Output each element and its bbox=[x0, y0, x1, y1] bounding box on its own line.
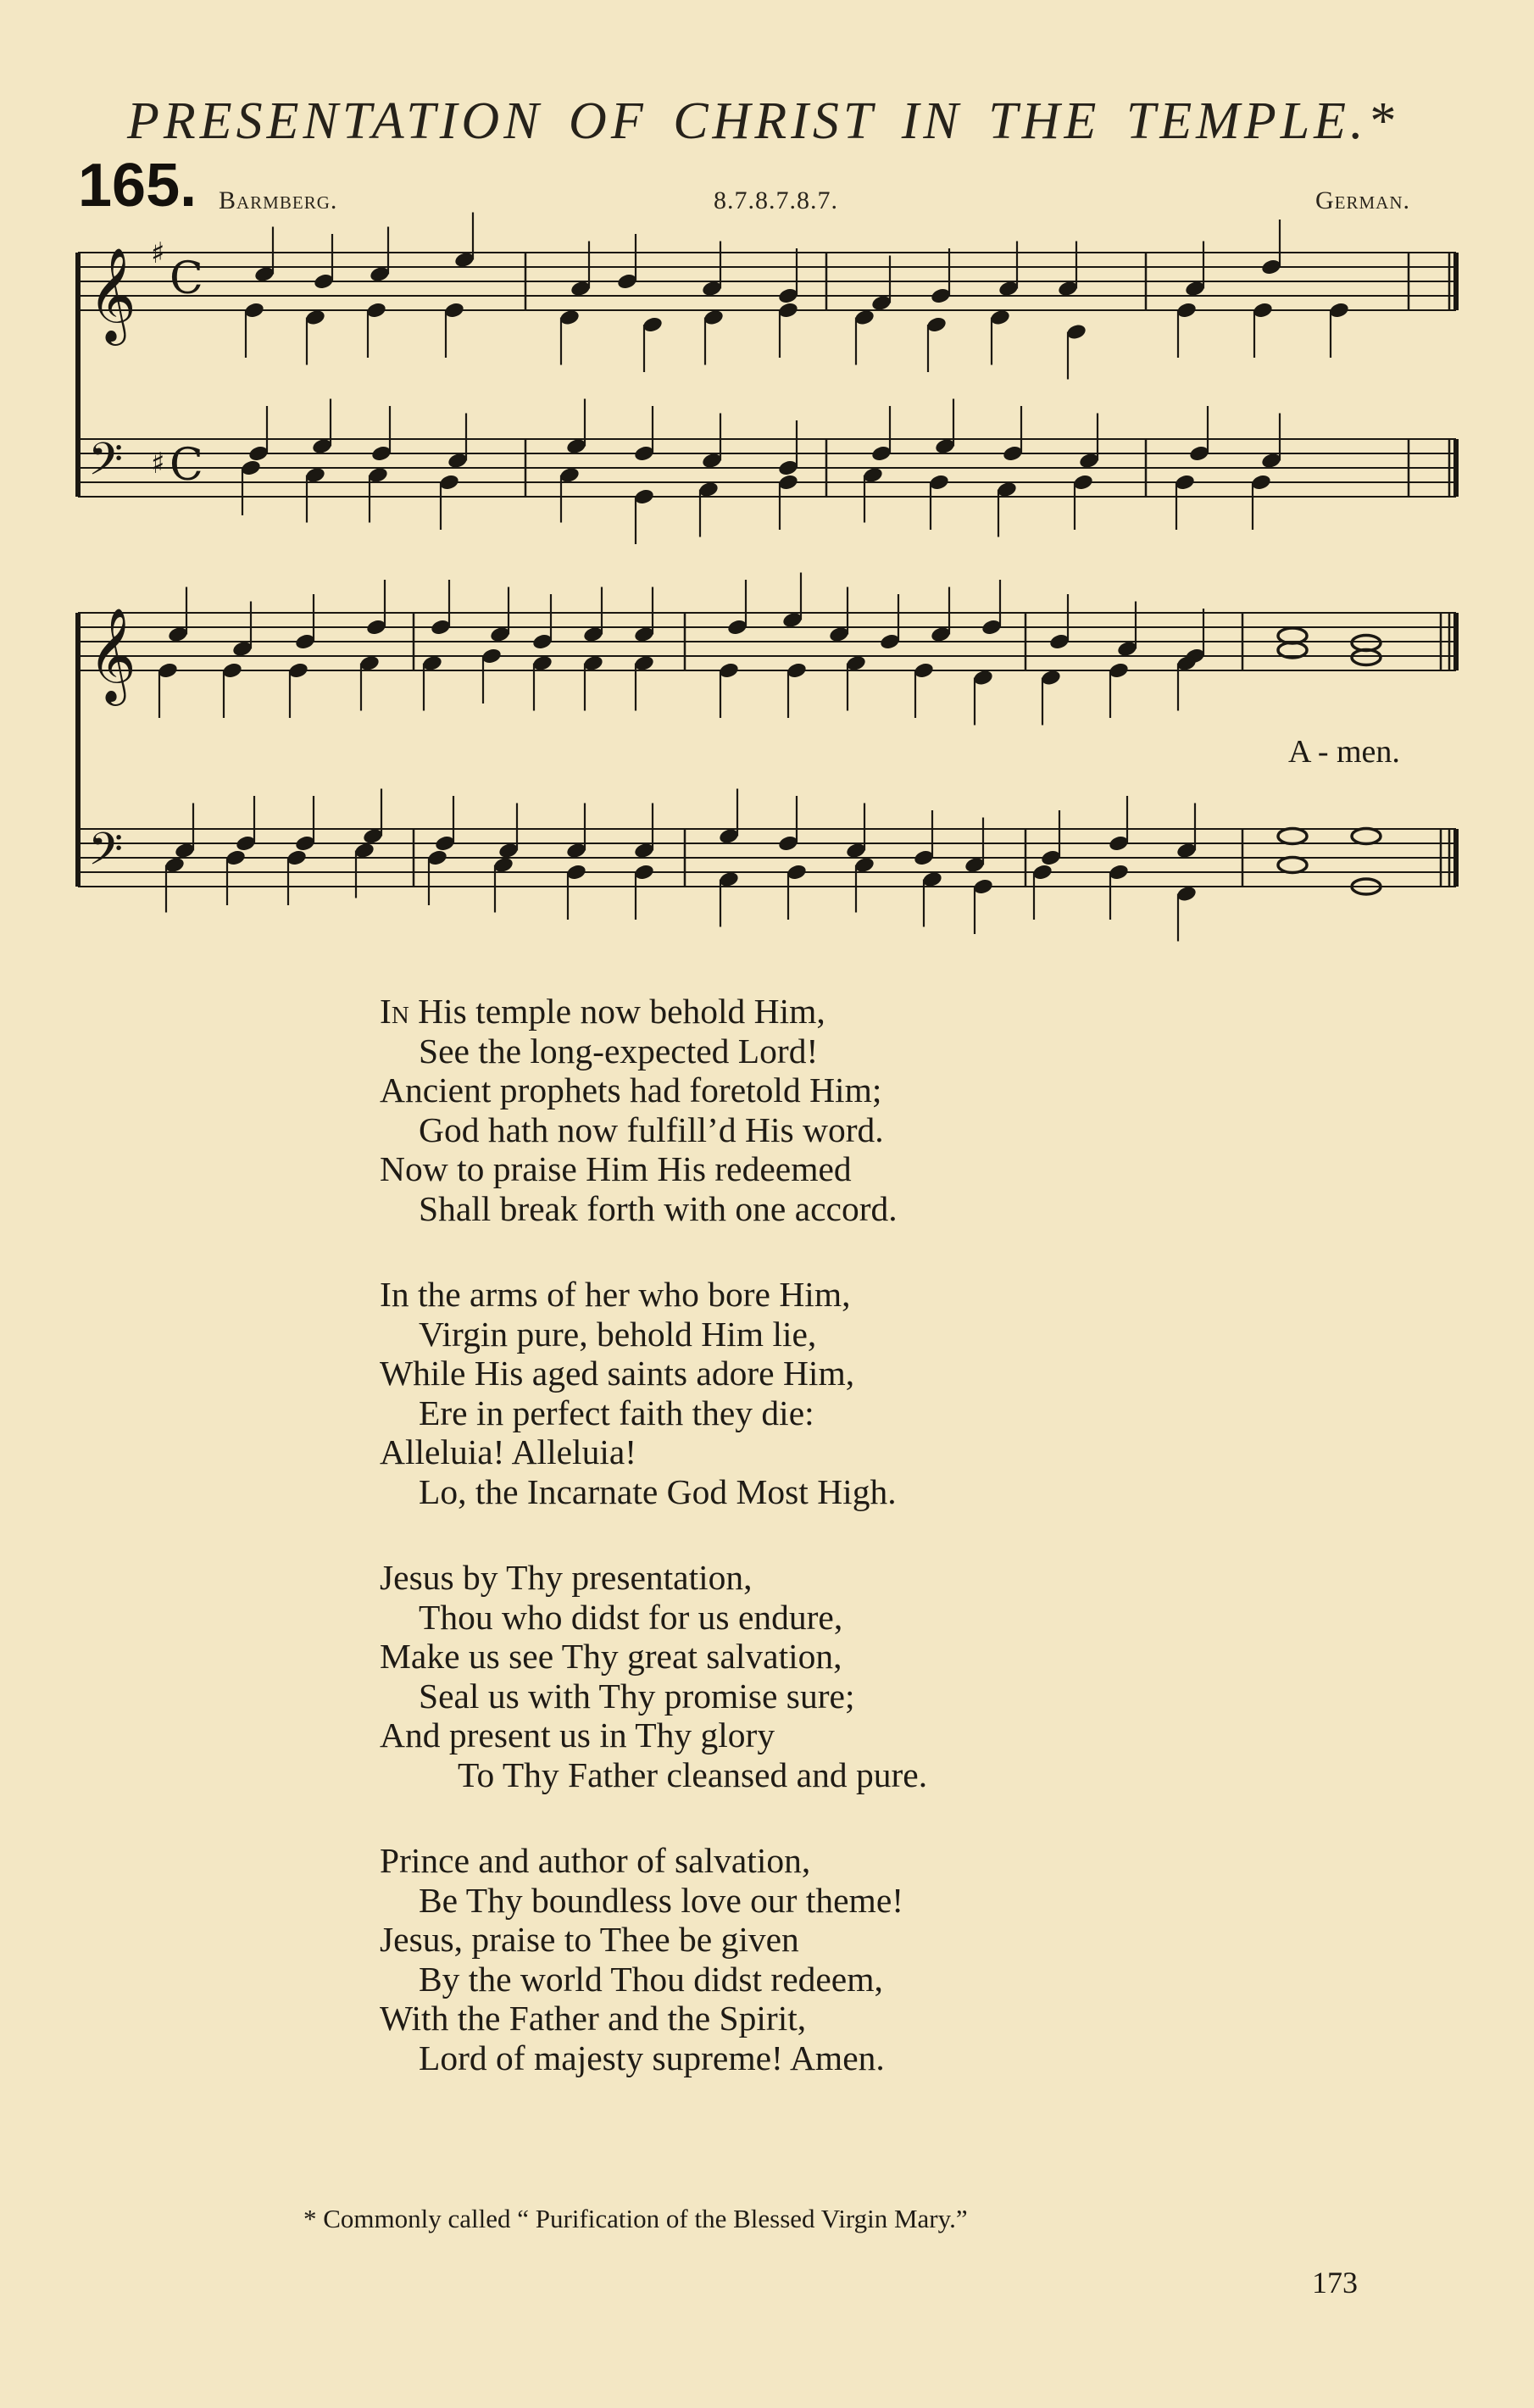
stanza-2 bbox=[380, 1275, 1312, 1511]
verse-line: Be Thy boundless love our theme! bbox=[419, 1880, 904, 1920]
bass-clef-icon: 𝄢 bbox=[88, 824, 124, 887]
bass-clef-icon: 𝄢 bbox=[88, 434, 124, 497]
tune-origin: German. bbox=[1315, 186, 1411, 214]
verse-line: Now to praise Him His redeemed bbox=[380, 1149, 852, 1188]
common-time-icon: C bbox=[170, 440, 203, 491]
verse-line bbox=[380, 992, 1312, 1032]
stanza-3 bbox=[380, 1558, 1312, 1794]
stanza-4 bbox=[380, 1841, 1312, 2077]
verse-line: While His aged saints adore Him, bbox=[380, 1354, 855, 1393]
verse-line: And present us in Thy glory bbox=[380, 1716, 775, 1755]
stanza-1 bbox=[380, 992, 1312, 1228]
verse-line: See the long-expected Lord! bbox=[419, 1031, 819, 1071]
tune-meter: 8.7.8.7.8.7. bbox=[714, 186, 838, 214]
verse-line: Lord of majesty supreme! Amen. bbox=[419, 2038, 885, 2077]
verse-line: God hath now fulfill’d His word. bbox=[419, 1109, 884, 1149]
whole-note bbox=[1278, 858, 1307, 873]
treble-clef-icon: 𝄞 bbox=[88, 247, 136, 342]
page-number: 173 bbox=[1312, 2266, 1358, 2300]
treble-clef-icon: 𝄞 bbox=[88, 607, 136, 702]
whole-note bbox=[1352, 829, 1381, 844]
verse-line: In the arms of her who bore Him, bbox=[380, 1275, 851, 1314]
verse-line: Prince and author of salvation, bbox=[380, 1841, 811, 1880]
verse-line: Jesus by Thy presentation, bbox=[380, 1558, 753, 1597]
verse-line: With the Father and the Spirit, bbox=[380, 1999, 807, 2038]
verse-line: Seal us with Thy promise sure; bbox=[419, 1676, 855, 1716]
verse-line: Virgin pure, behold Him lie, bbox=[419, 1314, 817, 1354]
common-time-icon: C bbox=[170, 253, 203, 304]
verse-line: Jesus, praise to Thee be given bbox=[380, 1920, 799, 1959]
amen-label: A - men. bbox=[1288, 734, 1400, 770]
key-signature-sharp-icon: ♯ bbox=[151, 447, 165, 481]
footnote: * Commonly called “ Purification of the Blessed Virgin Mary.” bbox=[303, 2204, 968, 2233]
music-score bbox=[0, 0, 1534, 966]
verse-line: Thou who didst for us endure, bbox=[419, 1597, 843, 1637]
verse-line: Alleluia! Alleluia! bbox=[380, 1432, 637, 1471]
verse-line: To Thy Father cleansed and pure. bbox=[458, 1755, 928, 1794]
tune-name: Barmberg. bbox=[219, 186, 338, 214]
verse-initial-word: In bbox=[380, 992, 409, 1031]
whole-note bbox=[1278, 829, 1307, 844]
verse-line: Shall break forth with one accord. bbox=[419, 1188, 898, 1228]
verse-line: Lo, the Incarnate God Most High. bbox=[419, 1471, 897, 1511]
hymn-verses bbox=[380, 992, 1312, 2077]
hymn-number: 165. bbox=[78, 152, 197, 220]
key-signature-sharp-icon: ♯ bbox=[151, 236, 165, 270]
verse-line: Ancient prophets had foretold Him; bbox=[380, 1071, 882, 1109]
hymn-title: PRESENTATION OF CHRIST IN THE TEMPLE.* bbox=[127, 92, 1398, 150]
verse-line: By the world Thou didst redeem, bbox=[419, 1959, 883, 1999]
verse-line: Ere in perfect faith they die: bbox=[419, 1393, 814, 1432]
verse-line-rest: His temple now behold Him, bbox=[409, 992, 825, 1031]
verse-line: Make us see Thy great salvation, bbox=[380, 1637, 842, 1676]
